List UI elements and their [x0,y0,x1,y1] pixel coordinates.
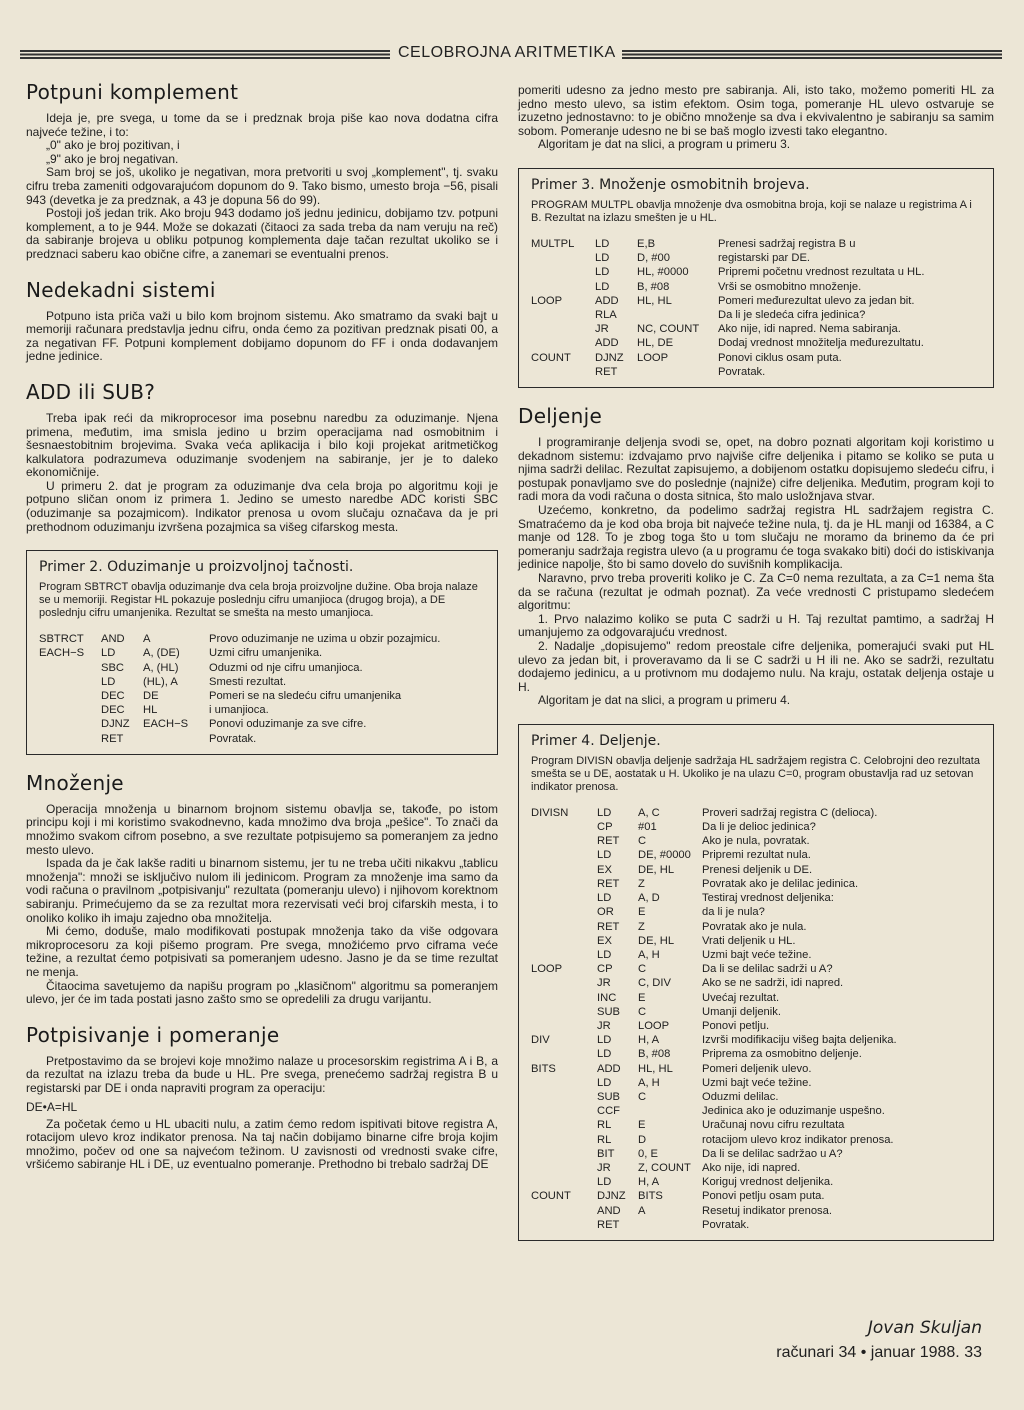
section-title: ADD ili SUB? [26,379,156,404]
code-comment: Da li je delioc jedinica? [702,821,816,834]
section-mnozenje [26,771,498,1007]
paragraph: Uzećemo, konkretno, da podelimo sadržaj registra HL sadržajem registra C. Smatraćemo da je kod oba broja bit najveće težine nula, tj. da je HL manji od 16384, a C manje od 128. To je zbog toga što u tom slučaju ne moramo da brinemo da će pri pomeranju sadržaja registra ulevo (a u programu će toga svakako biti) doći do istiskivanja jedinice napolje, što bi samo dovelo do suvišnih komplikacija. [518,502,994,572]
code-operand: #01 [638,821,657,834]
code-operand: HL, HL [638,1062,673,1075]
code-label: LOOP [531,963,563,976]
code-opcode: LD [597,1034,612,1047]
example-box-2 [26,550,498,755]
code-operand: DE, HL [638,934,675,947]
code-label: DIVISN [531,806,569,819]
header-rule-right [622,50,1002,59]
code-operand: Z [638,920,645,933]
code-line [531,251,983,265]
section-title: Množenje [26,770,124,795]
code-opcode: RL [597,1133,612,1146]
code-opcode: LD [595,266,610,279]
code-opcode: DJNZ [595,351,624,364]
code-operand [637,308,718,322]
code-operand: E [638,1119,646,1132]
code-operand: E [638,991,646,1004]
code-line [531,1189,983,1203]
code-label [531,820,597,834]
code-label [531,863,597,877]
code-opcode: ADD [595,294,619,307]
code-line [531,948,983,962]
code-operand: A, H [638,1076,660,1089]
code-opcode: SBC [101,661,125,674]
code-opcode: LD [595,252,610,265]
box-title: Primer 4. Deljenje. [531,732,661,749]
paragraph: 1. Prvo nalazimo koliko se puta C sadrži u H. Taj rezultat pamtimo, a sadržaj H umanjujemo za odgovarajuću vrednost. [518,611,994,640]
section-potpuni-komplement [26,80,498,262]
code-line [39,646,487,660]
code-operand: A, D [638,892,660,905]
code-comment: Da li je sledeća cifra jedinica? [718,308,866,321]
code-opcode: SUB [597,1090,621,1103]
code-operand: HL [143,704,158,717]
code-line [531,1076,983,1090]
paragraph: pomeriti udesno za jedno mesto pre sabiranja. Ali, isto tako, možemo pomeriti HL za jedno mesto ulevo, sa istim efektom. Osim toga, pomeranje HL ulevo ostvaruje se izuzetno jednostavno: to je obično množenje sa dva i ekvivalentno je sabiranju sa samim sobom. Pomeranje udesno ne bi se baš moglo izvesti tako elegantno. [518,83,994,138]
code-opcode: SUB [597,1005,621,1018]
code-label [531,834,597,848]
code-opcode: BIT [597,1147,615,1160]
code-operand: C [638,835,647,848]
code-operand: A, (DE) [143,647,180,660]
code-line [531,1218,983,1232]
section-deljenje [518,404,994,708]
code-opcode: LD [595,237,610,250]
code-line [531,863,983,877]
code-opcode: LD [101,675,116,688]
code-comment: registarski par DE. [718,252,811,265]
code-line [531,308,983,322]
code-operand: D, #00 [637,252,670,265]
code-label [531,991,597,1005]
code-comment: Testiraj vrednost deljenika: [702,892,834,905]
paragraph: I programiranje deljenja svodi se, opet, na dobro poznati algoritam koji koristimo u dekadnom sistemu: izdvajamo prvo najviše cifre deljenika i pitamo se koliko se puta u njima sadrži delilac. Rezultat zapisujemo, a dobijenom ostatku dopisujemo sledeću cifru, i postupak ponavljamo sve do poslednje (najniže) cifre deljenika. Međutim, program koji to radi mora da vodi računa o dosta sitnica, što malo usložnjava stvar. [518,435,994,504]
code-label [531,1218,597,1232]
code-comment: i umanjioca. [209,704,269,717]
code-line [531,920,983,934]
paragraph: Ispada da je čak lakše raditi u binarnom sistemu, jer tu ne treba učiti nikakvu „tablicu množenja": množi se isključivo nulom ili jedinicom. Program za množenje ima samo da vodi računa o pravilnom „potpisivanju" rezultata (pomeranju ulevo) i njihovom korektnom sabiranju. Primećujemo da se za rezultat mora rezervisati veći broj cifarskih mesta, i to onoliko koliko ih imaju zajedno oba množitelja. [26,856,498,925]
box-title: Primer 2. Oduzimanje u proizvoljnoj tačnosti. [39,559,354,576]
code-comment: Pripremi početnu vrednost rezultata u HL. [718,266,925,279]
code-opcode: AND [597,1204,621,1217]
example-box-4 [518,724,994,1241]
code-line [531,1133,983,1147]
code-opcode: JR [597,977,611,990]
code-opcode: LD [597,1076,612,1089]
right-column [518,84,994,1257]
code-label: COUNT [531,351,571,364]
code-operand: LOOP [637,351,669,364]
code-opcode: RET [595,365,618,378]
code-line [531,806,983,820]
code-operand: C [638,1090,647,1103]
code-opcode: RL [597,1119,612,1132]
code-operand: DE, #0000 [638,849,691,862]
code-comment: Prenesi deljenik u DE. [702,863,813,876]
code-comment: Pomeri se na sledeću cifru umanjenika [209,690,402,703]
code-opcode: ADD [595,337,619,350]
code-label [531,1005,597,1019]
code-label [531,1133,597,1147]
code-comment: Vrati deljenik u HL. [702,934,796,947]
code-label [531,1090,597,1104]
code-label [531,336,595,350]
code-line [531,848,983,862]
code-opcode: DJNZ [597,1190,626,1203]
code-opcode: EX [597,863,612,876]
code-label: SBTRCT [39,633,84,646]
code-line [531,294,983,308]
code-label: LOOP [531,294,563,307]
code-label [531,280,595,294]
code-operand [638,1104,702,1118]
code-opcode: INC [597,991,617,1004]
code-label [39,717,101,731]
code-line [531,351,983,365]
code-comment: Ako se ne sadrži, idi napred. [702,977,844,990]
code-operand: Z, COUNT [638,1161,691,1174]
section-title: Deljenje [518,404,603,428]
code-operand: B, #08 [638,1048,671,1061]
code-label [531,322,595,336]
code-line [39,632,487,646]
code-operand: HL, DE [637,337,674,350]
code-listing [39,632,487,746]
code-operand: LOOP [638,1019,670,1032]
code-line [531,265,983,279]
section-add-ili-sub [26,380,498,534]
box-description: Program SBTRCT obavlja oduzimanje dva cela broja proizvoljne dužine. Oba broja nalaze se u memoriji. Registar HL pokazuje poslednju cifru umanjioca (drugog broja), a DE poslednju cifru umanjenika. Rezultat se smešta na mesto umanjioca. [39,581,478,620]
code-label: DIV [531,1034,550,1047]
paragraph: Ideja je, pre svega, u tome da se i predznak broja piše kao nova dodatna cifra najveće težine, i to: [26,111,498,139]
code-operand: A [143,633,151,646]
paragraph: Algoritam je dat na slici, a program u primeru 4. [538,693,791,708]
code-line [531,991,983,1005]
paragraph: Čitaocima savetujemo da napišu program po „klasičnom" algoritmu sa pomeranjem ulevo, jer će im tada postati jasno zašto smo se opredelili za drugu varijantu. [26,978,498,1007]
code-operand: (HL), A [143,675,178,688]
code-comment: Povratak. [718,365,766,378]
code-line [531,1104,983,1118]
code-label: BITS [531,1062,556,1075]
paragraph: Operacija množenja u binarnom brojnom sistemu obavlja se, takođe, po istom principu koji i mi koristimo svakodnevno, kada množimo dva broja „pešice". To znači da množimo svakom cifrom posebno, a sve rezultate potpisujemo sa pomeranjem za jedno mesto ulevo. [26,801,498,857]
code-label [531,905,597,919]
code-operand: H, A [638,1176,660,1189]
code-opcode: RET [597,835,620,848]
code-operand: A, C [638,806,660,819]
code-line [531,1033,983,1047]
code-comment: Umanji deljenik. [702,1005,781,1018]
code-label [531,1175,597,1189]
code-opcode: CP [597,963,613,976]
code-label [531,308,595,322]
code-label: COUNT [531,1190,571,1203]
code-operand [638,1218,702,1232]
code-comment: Ponovi oduzimanje za sve cifre. [209,718,367,731]
paragraph: Treba ipak reći da mikroprocesor ima posebnu naredbu za oduzimanje. Njena primena, međutim, ima smisla jedino u brzim operacijama nad osmobitnim i šesnaestobitnim brojevima. Svaka veća aplikacija i bilo koji projekat aritmetičkog kalkulatora podrazumeva oduzimanje svodenjem na sabiranje, jer je to daleko ekonomičnije. [26,410,498,480]
code-label [39,675,101,689]
code-comment: Pripremi rezultat nula. [702,849,811,862]
code-opcode: LD [597,806,612,819]
code-listing [531,237,983,379]
code-line [531,834,983,848]
paragraph: Postoji još jedan trik. Ako broju 943 dodamo još jednu jedinicu, dobijamo tzv. potpuni komplement, a to je 944. Može se dokazati (čitaoci za sada treba da nam veruju na reč) da sabiranje brojeva u obliku potpunog komplementa daje tačan rezultat ukoliko se i predznaci saberu kao obične cifre, a zanemari se eventualni prenos. [26,206,498,261]
code-comment: Povratak. [702,1218,750,1231]
code-label [531,1204,597,1218]
code-opcode: LD [595,280,610,293]
code-comment: Smesti rezultat. [209,675,287,688]
code-label [531,251,595,265]
code-line [531,891,983,905]
code-line [39,661,487,675]
code-label [39,703,101,717]
code-operand: HL, #0000 [637,266,689,279]
code-line [531,962,983,976]
code-opcode: CCF [597,1105,620,1118]
code-comment: Izvrši modifikaciju višeg bajta deljenika. [702,1034,897,1047]
code-comment: Uzmi cifru umanjenika. [209,647,323,660]
code-line [531,322,983,336]
code-comment: Povratak ako je nula. [702,920,807,933]
code-label [531,848,597,862]
code-line [531,820,983,834]
code-line [39,732,487,746]
code-label [531,877,597,891]
code-opcode: RLA [595,308,617,321]
code-operand: A, H [638,948,660,961]
code-opcode: LD [597,1048,612,1061]
code-operand: DE [143,690,159,703]
header-title: CELOBROJNA ARITMETIKA [398,44,616,61]
code-comment: da li je nula? [702,906,765,919]
code-line [531,1090,983,1104]
code-comment: Priprema za osmobitno deljenje. [702,1048,862,1061]
code-comment: Resetuj indikator prenosa. [702,1204,832,1217]
code-comment: Uzmi bajt veće težine. [702,948,812,961]
code-line [531,905,983,919]
code-operand: E,B [637,237,656,250]
paragraph: Mi ćemo, doduše, malo modifikovati postupak množenja tako da više odgovara mikroprocesoru za koji pišemo program. Pre svega, množićemo prvo ciframa veće težine, a rezultat ćemo potpisivati sa pomeranjem udesno. Jasno je da se time rezultat ne menja. [26,924,498,979]
formula: DE•A=HL [26,1099,78,1114]
code-label: EACH−S [39,647,85,660]
code-line [531,1147,983,1161]
code-label [531,1118,597,1132]
box-description: PROGRAM MULTPL obavlja množenje dva osmobitna broja, koji se nalaze u registrima A i B. Rezultat na izlazu smešten je u HL. [531,198,972,224]
code-line [531,237,983,251]
code-opcode: LD [597,892,612,905]
section-potpisivanje [26,1023,498,1172]
code-label [531,1019,597,1033]
code-opcode: RET [101,732,124,745]
code-opcode: AND [101,633,125,646]
code-opcode: RET [597,1218,620,1231]
page-header [20,44,1002,68]
code-label [531,1147,597,1161]
code-opcode: ADD [597,1062,621,1075]
code-opcode: DJNZ [101,718,130,731]
code-comment: Ako nije, idi napred. Nema sabiranja. [718,323,901,336]
paragraph: „0" ako je broj pozitivan, i [46,138,180,153]
example-box-3 [518,168,994,388]
code-line [531,1005,983,1019]
code-opcode: DEC [101,704,125,717]
code-operand: B, #08 [637,280,670,293]
code-operand: C [638,963,647,976]
code-operand: DE, HL [638,863,675,876]
code-operand: HL, HL [637,294,672,307]
code-line [531,934,983,948]
code-comment: Vrši se osmobitno množenje. [718,280,862,293]
code-operand: H, A [638,1034,660,1047]
code-operand: Z [638,877,645,890]
code-comment: Ako nije, idi napred. [702,1161,801,1174]
code-label [39,661,101,675]
code-line [531,1118,983,1132]
code-comment: Uračunaj novu cifru rezultata [702,1119,845,1132]
code-label [531,948,597,962]
code-listing [531,806,983,1232]
code-opcode: JR [595,323,609,336]
header-rule-left [20,50,390,59]
code-operand: C, DIV [638,977,671,990]
code-opcode: JR [597,1019,611,1032]
section-title: Potpuni komplement [26,80,239,104]
code-comment: Uzmi bajt veće težine. [702,1076,812,1089]
section-nedekadni-sistemi [26,278,498,364]
code-comment: Ponovi ciklus osam puta. [718,351,842,364]
code-operand: EACH−S [143,718,189,731]
code-line [531,365,983,379]
paragraph: 2. Nadalje „dopisujemo" redom preostale cifre deljenika, pomerajući svaki put HL ulevo za jedan bit, i proveravamo da li se C sadrži u H ili ne. Ako se sadrži, rezultatu dodajemo jedinicu, a u protivnom mu dodajemo nulu. Na kraju, ostatak deljenja ostaje u H. [518,638,994,694]
code-operand: BITS [638,1190,663,1203]
code-opcode: CP [597,821,613,834]
code-line [531,280,983,294]
code-label [531,920,597,934]
code-comment: Uvećaj rezultat. [702,991,780,1004]
paragraph: Za početak ćemo u HL ubaciti nulu, a zatim ćemo redom ispitivati bitove registra A, rotacijom ulevo kroz indikator prenosa. Na taj način dobijamo binarne cifre broja kojim množimo, počev od one sa najvećom težinom. U zavisnosti od vrednosti svake cifre, vršićemo sabiranje HL i DE, uz eventualno pomeranje. Prethodno bi trebalo sadržaj DE [26,1116,498,1172]
code-comment: Jedinica ako je oduzimanje uspešno. [702,1105,885,1118]
code-comment: Prenesi sadržaj registra B u [718,237,856,250]
code-line [531,1161,983,1175]
code-opcode: OR [597,906,614,919]
code-opcode: LD [101,647,116,660]
code-comment: Povratak ako je delilac jedinica. [702,877,859,890]
code-label [531,976,597,990]
paragraph: Pretpostavimo da se brojevi koje množimo nalaze u procesorskim registrima A i B, a da rezultat na izlazu treba da bude u HL. Pre svega, prenećemo sadržaj registra B u registarski par DE i onda napraviti program za operaciju: [26,1053,498,1095]
code-opcode: DEC [101,690,125,703]
box-description: Program DIVISN obavlja deljenje sadržaja HL sadržajem registra C. Celobrojni deo rezultata smešta se u DE, aostatak u H. Ukoliko je na ulazu C=0, program obustavlja rad uz setovan indikator prenosa. [531,754,980,793]
code-line [531,336,983,350]
code-label [531,1047,597,1061]
code-label [531,265,595,279]
code-opcode: LD [597,948,612,961]
code-comment: Proveri sadržaj registra C (delioca). [702,806,878,819]
code-line [531,877,983,891]
code-label [39,732,101,746]
code-comment: Koriguj vrednost deljenika. [702,1176,834,1189]
code-label [531,1161,597,1175]
section-continuation [518,84,994,152]
code-opcode: LD [597,1176,612,1189]
code-operand: NC, COUNT [637,323,700,336]
section-title: Potpisivanje i pomeranje [26,1022,280,1047]
code-label: MULTPL [531,237,575,250]
code-comment: Dodaj vrednost množitelja međurezultatu. [718,337,924,350]
code-line [39,717,487,731]
code-opcode: RET [597,920,620,933]
code-label [39,689,101,703]
page-footer: računari 34 • januar 1988. 33 [776,1344,982,1361]
code-comment: Oduzmi delilac. [702,1090,779,1103]
paragraph: U primeru 2. dat je program za oduzimanje dva cela broja po algoritmu koji je potpuno sličan onom iz primera 1. Jedino se umesto naredbe ADC koristi SBC (oduzimanje sa pozajmicom). Indikator prenosa u ovom slučaju označava da je pri prethodnom oduzimanju izvršena pozajmica sa višeg cifarskog mesta. [26,478,498,534]
code-operand: E [638,906,646,919]
code-line [531,976,983,990]
code-line [39,703,487,717]
code-line [531,1175,983,1189]
code-line [531,1062,983,1076]
code-operand: A [638,1204,646,1217]
paragraph: Potpuno ista priča važi u bilo kom brojnom sistemu. Ako smatramo da svaki bajt u memoriji računara predstavlja jednu cifru, onda ćemo za pozitivan predznak pisati 00, a za negativan FF. Potpuni komplement dobijamo dopunom do FF i onda dodavanjem jedne jedinice. [26,308,498,364]
section-title: Nedekadni sistemi [26,277,216,302]
code-line [39,675,487,689]
code-comment: Ako je nula, povratak. [702,835,810,848]
code-line [531,1047,983,1061]
code-comment: Pomeri deljenik ulevo. [702,1062,812,1075]
left-column [26,80,498,1188]
code-comment: Povratak. [209,732,257,745]
code-comment: rotacijom ulevo kroz indikator prenosa. [702,1133,894,1146]
code-opcode: JR [597,1161,611,1174]
code-line [531,1019,983,1033]
code-label [531,891,597,905]
paragraph: Naravno, prvo treba proveriti koliko je C. Za C=0 nema rezultata, a za C=1 nema šta da se računa (rezultat je odmah poznat). Za veće vrednosti C pristupamo sledećem algoritmu: [518,570,994,613]
code-comment: Ponovi petlju. [702,1019,770,1032]
code-line [531,1204,983,1218]
code-operand: 0, E [638,1147,658,1160]
code-label [531,1076,597,1090]
code-comment: Da li se delilac sadržao u A? [702,1147,843,1160]
code-line [39,689,487,703]
paragraph: „9" ako je broj negativan. [46,151,179,166]
paragraph: Sam broj se još, ukoliko je negativan, mora pretvoriti u svoj „komplement", tj. svaku cifru treba zameniti odgovarajućom dopunom do 9. Tako bismo, umesto broja −56, pisali 943 (devetka je za predznak, a 43 je dopuna 56 do 99). [26,165,498,207]
author-signature: Jovan Skuljan [867,1318,982,1338]
code-operand: D [638,1133,647,1146]
code-opcode: EX [597,934,612,947]
code-opcode: LD [597,849,612,862]
code-label [531,1104,597,1118]
code-opcode: RET [597,877,620,890]
code-operand: C [638,1005,647,1018]
code-comment: Ponovi petlju osam puta. [702,1190,825,1203]
code-comment: Provo oduzimanje ne uzima u obzir pozajmicu. [209,633,441,646]
code-label [531,934,597,948]
code-operand: A, (HL) [143,661,179,674]
box-title: Primer 3. Množenje osmobitnih brojeva. [531,176,810,193]
code-comment: Pomeri međurezultat ulevo za jedan bit. [718,294,915,307]
code-label [531,365,595,379]
code-operand [637,365,718,379]
code-comment: Da li se delilac sadrži u A? [702,963,833,976]
code-comment: Oduzmi od nje cifru umanjioca. [209,661,363,674]
paragraph: Algoritam je dat na slici, a program u primeru 3. [538,137,791,152]
code-operand [143,732,209,746]
